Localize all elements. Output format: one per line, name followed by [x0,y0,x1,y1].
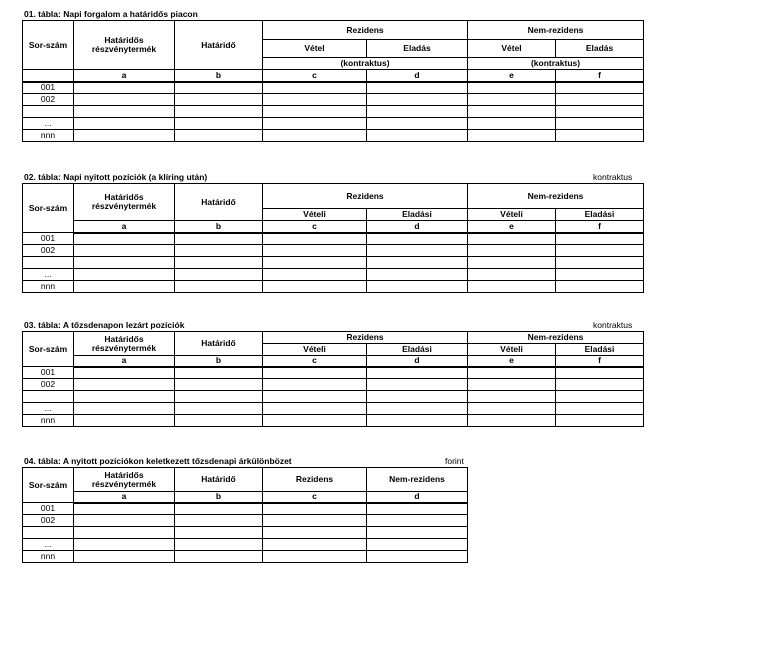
row-number: nnn [23,415,74,427]
row-number: 002 [23,94,74,106]
row-number [23,257,74,269]
deadline-header: Határidő [175,21,263,70]
nemrezidens-header: Nem-rezidens [468,21,644,40]
table-row [23,269,644,281]
eladas-header: Eladás [556,40,644,58]
table-row [23,94,644,106]
col-letter: d [367,70,468,82]
col-letter: a [74,492,175,503]
col-letter: d [367,492,468,503]
rezidens-header: Rezidens [263,184,468,209]
table-row [23,503,468,515]
col-letter: f [556,356,644,367]
table4 [22,467,468,563]
rezidens-header: Rezidens [263,21,468,40]
nemrezidens-header: Nem-rezidens [468,184,644,209]
rezidens-header: Rezidens [263,332,468,344]
col-letter: e [468,221,556,233]
row-number: ... [23,269,74,281]
eladasi-header: Eladási [556,344,644,356]
table3-title: 03. tábla: A tőzsdenapon lezárt pozíciók [24,320,185,330]
row-number [23,391,74,403]
table-row [23,539,468,551]
row-number [23,106,74,118]
table1 [22,20,644,142]
table-row [23,281,644,293]
vetel-header: Vétel [263,40,367,58]
table-row [23,118,644,130]
table-row [23,527,468,539]
row-number: ... [23,403,74,415]
sorszam-header: Sor-szám [23,184,74,233]
rezidens-header: Rezidens [263,468,367,492]
col-letter: c [263,492,367,503]
sorszam-header: Sor-szám [23,21,74,70]
eladasi-header: Eladási [367,209,468,221]
sorszam-header: Sor-szám [23,332,74,367]
table-row [23,106,644,118]
table1-title: 01. tábla: Napi forgalom a határidős piacon [24,9,198,19]
col-letter: f [556,70,644,82]
table-row [23,515,468,527]
col-letter: c [263,356,367,367]
nemrezidens-header: Nem-rezidens [367,468,468,492]
row-number: ... [23,539,74,551]
col-letter: b [175,356,263,367]
row-number: nnn [23,551,74,563]
row-number: 001 [23,82,74,94]
eladasi-header: Eladási [556,209,644,221]
row-number [23,527,74,539]
table-row [23,551,468,563]
kontraktus-label: (kontraktus) [263,58,468,70]
row-number: 001 [23,367,74,379]
table-row [23,245,644,257]
deadline-header: Határidő [175,332,263,356]
col-letter: a [74,356,175,367]
table-row [23,233,644,245]
product-header: Határidős részvénytermék [74,184,175,221]
row-number: nnn [23,281,74,293]
veteli-header: Vételi [263,209,367,221]
row-number: ... [23,118,74,130]
table-row [23,391,644,403]
table-row [23,367,644,379]
product-header: Határidős részvénytermék [74,332,175,356]
table-row [23,415,644,427]
row-number: 002 [23,515,74,527]
table-row [23,257,644,269]
table3 [22,331,644,427]
kontraktus-label: (kontraktus) [468,58,644,70]
eladasi-header: Eladási [367,344,468,356]
table2 [22,183,644,293]
col-letter: e [468,70,556,82]
table-row [23,82,644,94]
table-row [23,130,644,142]
product-header: Határidős részvénytermék [74,21,175,70]
col-letter: b [175,492,263,503]
col-letter: c [263,221,367,233]
deadline-header: Határidő [175,184,263,221]
table-row [23,403,644,415]
row-number: 001 [23,503,74,515]
table4-unit: forint [445,456,464,466]
table4-title: 04. tábla: A nyitott pozíciókon keletkezett tőzsdenapi árkülönbözet [24,456,292,466]
table2-title: 02. tábla: Napi nyitott pozíciók (a klíring után) [24,172,208,182]
table3-unit: kontraktus [593,320,633,330]
sorszam-header: Sor-szám [23,468,74,503]
row-number: 002 [23,245,74,257]
col-letter: b [175,70,263,82]
vetel-header: Vétel [468,40,556,58]
eladas-header: Eladás [367,40,468,58]
row-number: nnn [23,130,74,142]
table2-unit: kontraktus [593,172,633,182]
row-number: 002 [23,379,74,391]
nemrezidens-header: Nem-rezidens [468,332,644,344]
col-letter: f [556,221,644,233]
col-letter: e [468,356,556,367]
deadline-header: Határidő [175,468,263,492]
veteli-header: Vételi [263,344,367,356]
col-letter: a [74,221,175,233]
col-letter: a [74,70,175,82]
table-row [23,379,644,391]
col-letter: d [367,221,468,233]
col-letter: b [175,221,263,233]
col-letter: c [263,70,367,82]
col-letter: d [367,356,468,367]
product-header: Határidős részvénytermék [74,468,175,492]
row-number: 001 [23,233,74,245]
veteli-header: Vételi [468,209,556,221]
veteli-header: Vételi [468,344,556,356]
